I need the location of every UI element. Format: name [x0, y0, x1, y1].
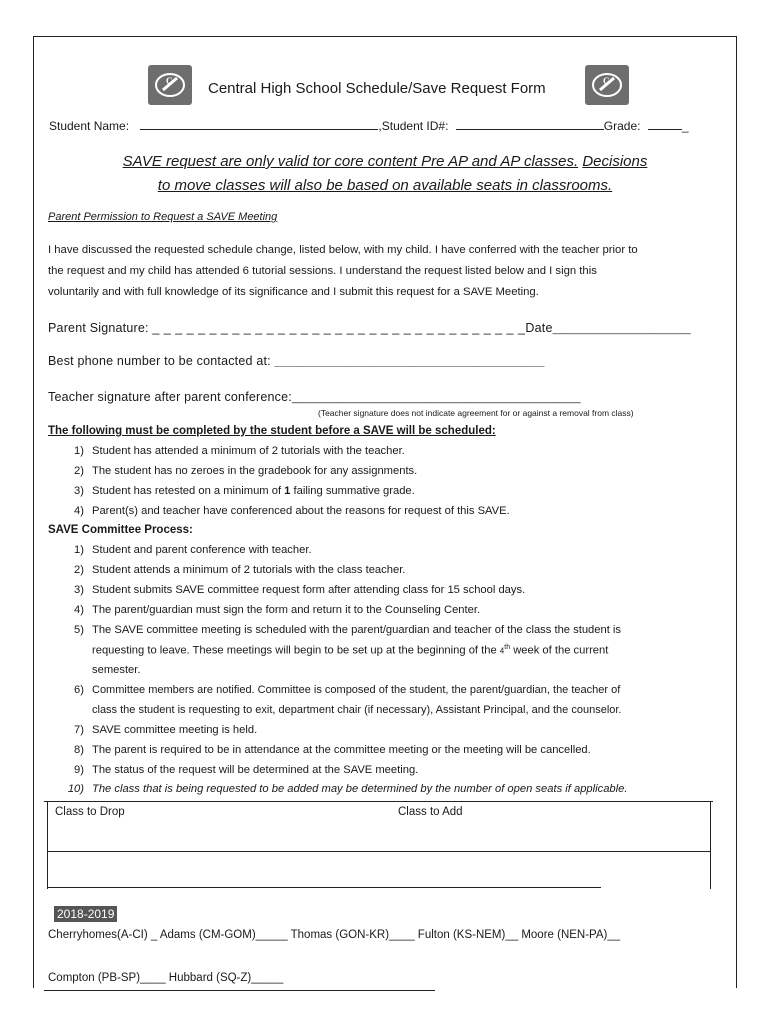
school-crest-icon	[148, 65, 192, 105]
teacher-signature-note: (Teacher signature does not indicate agreement for or against a removal from class)	[318, 408, 634, 418]
list-number: 3)	[74, 485, 84, 497]
table-border	[47, 887, 601, 888]
parent-signature-field[interactable]: _ _ _ _ _ _ _ _ _ _ _ _ _ _ _ _ _ _ _ _ _ _ _ _ _ _ _ _ _ _ _ _ _	[152, 321, 526, 335]
list-text: Student submits SAVE committee request form after attending class for 15 school days.	[92, 584, 526, 596]
list-text: The student has no zeroes in the gradebook for any assignments.	[92, 465, 418, 477]
permission-text-2: the request and my child has attended 6 tutorial sessions. I understand the request listed below and I sign this	[48, 265, 597, 277]
class-add-label: Class to Add	[398, 806, 463, 818]
list-text: Student attends a minimum of 2 tutorials with the class teacher.	[92, 564, 406, 576]
form-title: Central High School Schedule/Save Request Form	[208, 80, 546, 97]
bottom-rule	[44, 990, 435, 991]
list-text: 4	[499, 646, 505, 656]
notice-line-1	[0, 153, 770, 170]
list-number: 1)	[74, 544, 84, 556]
list-item	[74, 684, 621, 696]
list-number: 7)	[74, 724, 84, 736]
list-item	[74, 485, 415, 497]
list-item	[74, 744, 591, 756]
table-border	[44, 801, 713, 802]
class-drop-field[interactable]	[48, 852, 378, 886]
list-text: week of the current	[510, 644, 609, 657]
grade-label: Grade:	[603, 119, 641, 133]
list-item	[74, 564, 406, 576]
teacher-list-row-2: Compton (PB-SP)____ Hubbard (SQ-Z)_____	[48, 972, 284, 984]
list-number: 10)	[67, 783, 84, 795]
teacher-list-row-1: Cherryhomes(A-CI) _ Adams (CM-GOM)_____ Thomas (GON-KR)____ Fulton (KS-NEM)__ Moore (NEN-PA)__	[48, 929, 621, 941]
student-id-label: ,Student ID#:	[378, 119, 449, 133]
phone-row	[48, 354, 545, 368]
list-text-sup: th	[504, 644, 511, 651]
list-text: Committee members are notified. Committee is composed of the student, the parent/guardian, the teacher of	[92, 684, 621, 696]
list-number: 5)	[74, 624, 84, 636]
list-number: 6)	[74, 684, 84, 696]
list-number: 9)	[74, 764, 84, 776]
date-label: Date	[525, 321, 553, 335]
list-number: 1)	[74, 445, 84, 457]
date-field[interactable]: ________________________	[552, 324, 691, 335]
list-item	[74, 465, 418, 477]
phone-field[interactable]: __________________________________________________________________	[274, 360, 545, 367]
permission-text-3: voluntarily and with full knowledge of its significance and I submit this request for a SAVE Meeting.	[48, 286, 539, 298]
teacher-signature-field[interactable]: _______________________________________________	[291, 392, 581, 404]
list-text: Student and parent conference with teacher.	[92, 544, 312, 556]
list-item	[74, 724, 258, 736]
list-text: requesting to leave. These meetings will begin to be set up at the beginning of the	[92, 644, 500, 657]
list-text: class the student is requesting to exit, department chair (if necessary), Assistant Principal, and the counselor.	[92, 704, 622, 716]
svg-text:C: C	[166, 76, 173, 86]
list-item-continued	[92, 704, 622, 716]
student-requirements-heading: The following must be completed by the student before a SAVE will be scheduled:	[48, 425, 496, 437]
teacher-signature-row	[48, 390, 581, 404]
list-item-continued	[92, 664, 141, 676]
list-text: Parent(s) and teacher have conferenced about the reasons for request of this SAVE.	[92, 505, 510, 517]
list-number: 4)	[74, 604, 84, 616]
student-name-label: Student Name:	[49, 119, 130, 133]
list-text: The parent/guardian must sign the form and return it to the Counseling Center.	[92, 604, 481, 616]
list-text-bold: 1	[284, 485, 291, 497]
list-item	[74, 604, 481, 616]
list-item	[67, 783, 628, 795]
list-item	[74, 764, 419, 776]
list-item	[74, 584, 526, 596]
list-item-continued	[92, 644, 608, 657]
list-item	[74, 624, 622, 636]
grade-trail: _	[681, 119, 689, 133]
class-add-field[interactable]	[384, 852, 704, 886]
list-number: 2)	[74, 465, 84, 477]
grade-field[interactable]	[648, 117, 682, 130]
list-item	[74, 544, 312, 556]
list-number: 4)	[74, 505, 84, 517]
list-number: 2)	[74, 564, 84, 576]
parent-signature-label: Parent Signature:	[48, 321, 149, 335]
list-item	[74, 445, 405, 457]
table-border	[710, 801, 711, 889]
list-text: The SAVE committee meeting is scheduled with the parent/guardian and teacher of the class the student is	[92, 624, 622, 636]
notice-text-2: to move classes will also be based on available seats in classrooms.	[157, 177, 613, 194]
svg-text:C: C	[603, 76, 610, 86]
list-text: The status of the request will be determined at the SAVE meeting.	[92, 764, 419, 776]
class-change-table	[44, 801, 713, 889]
notice-text-1b: Decisions	[582, 153, 648, 170]
school-year-badge: 2018-2019	[54, 906, 117, 922]
list-text: semester.	[92, 664, 141, 676]
list-item	[74, 505, 510, 517]
phone-label: Best phone number to be contacted at:	[48, 354, 271, 368]
notice-text-1a: SAVE request are only valid tor core content Pre AP and AP classes.	[122, 153, 579, 170]
list-number: 3)	[74, 584, 84, 596]
permission-text-1: I have discussed the requested schedule change, listed below, with my child. I have conferred with the teacher prior to	[48, 244, 638, 256]
list-text: SAVE committee meeting is held.	[92, 724, 258, 736]
list-text: Student has retested on a minimum of	[92, 485, 285, 497]
school-crest-icon	[585, 65, 629, 105]
notice-line-2	[0, 177, 770, 194]
list-text: Student has attended a minimum of 2 tutorials with the teacher.	[92, 445, 405, 457]
list-text: The parent is required to be in attendance at the committee meeting or the meeting will be cancelled.	[92, 744, 591, 756]
student-name-field[interactable]	[140, 117, 378, 130]
parent-signature-row	[48, 321, 691, 335]
permission-heading: Parent Permission to Request a SAVE Meeting	[48, 211, 278, 223]
list-text: The class that is being requested to be added may be determined by the number of open seats if applicable.	[92, 783, 628, 795]
student-info-row	[49, 117, 689, 133]
committee-heading: SAVE Committee Process:	[48, 524, 193, 536]
list-text: failing summative grade.	[290, 485, 415, 497]
class-drop-label: Class to Drop	[55, 806, 125, 818]
student-id-field[interactable]	[456, 117, 604, 130]
list-number: 8)	[74, 744, 84, 756]
teacher-signature-label: Teacher signature after parent conference:	[48, 390, 292, 404]
